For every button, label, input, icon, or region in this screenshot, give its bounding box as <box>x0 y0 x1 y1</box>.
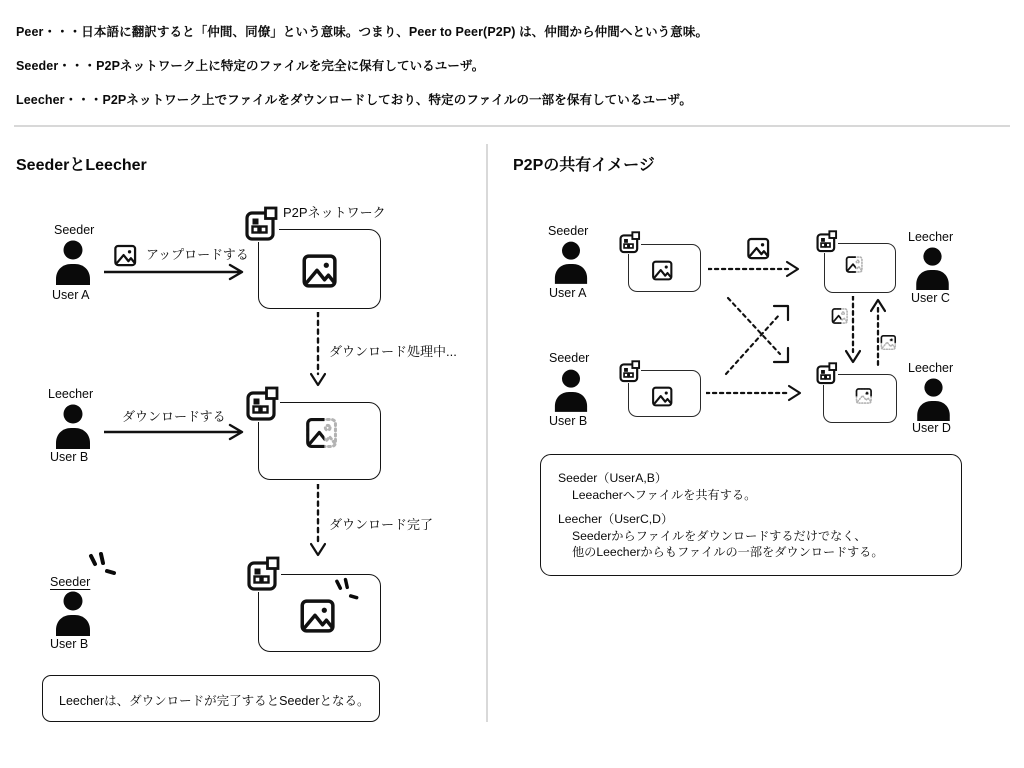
user-label: User A <box>549 286 587 300</box>
p2p-network-icon <box>243 206 279 242</box>
partial-image-file-icon <box>854 386 874 406</box>
role-label: Seeder <box>548 224 589 238</box>
p2p-network-icon <box>815 362 838 385</box>
definition-peer: Peer・・・日本語に翻訳すると「仲間、同僚」という意味。つまり、Peer to Peer(P2P) は、仲間から仲間へという意味。 <box>16 25 709 39</box>
role-label: Leecher <box>908 230 954 244</box>
download-progress-arrow <box>310 312 326 388</box>
user-label: User A <box>52 288 90 302</box>
p2p-network-icon <box>244 386 280 422</box>
definition-leecher: Leecher・・・P2Pネットワーク上でファイルをダウンロードしており、特定のファイルの一部を保有しているユーザ。 <box>16 93 692 107</box>
user-label: User C <box>911 291 950 305</box>
right-note-line: Seederからファイルをダウンロードするだけでなく、 <box>572 529 867 543</box>
upload-action-label: アップロードする <box>146 247 249 262</box>
p2p-network-icon <box>815 230 838 253</box>
right-note-line: Leeacherへファイルを共有する。 <box>572 488 757 502</box>
user-icon <box>915 378 952 422</box>
p2p-network-label: P2Pネットワーク <box>283 205 386 220</box>
download-complete-label: ダウンロード完了 <box>329 517 434 532</box>
user-label: User D <box>912 421 951 435</box>
image-file-icon <box>299 250 341 292</box>
share-arrow-b-to-d <box>706 384 804 402</box>
top-divider <box>14 125 1010 127</box>
download-arrow <box>104 423 246 441</box>
right-note-line: Seeder（UserA,B） <box>558 471 668 485</box>
share-arrow-a-to-c <box>708 260 802 278</box>
user-icon <box>54 591 92 637</box>
role-label: Seeder <box>54 223 95 237</box>
image-file-icon <box>650 384 675 409</box>
role-label: Leecher <box>48 387 94 401</box>
leecher-exchange-down-arrow <box>845 296 861 368</box>
definition-seeder: Seeder・・・P2Pネットワーク上に特定のファイルを完全に保有しているユーザ。 <box>16 59 485 73</box>
user-label: User B <box>50 637 89 651</box>
user-icon <box>553 241 589 285</box>
user-icon <box>553 369 589 413</box>
user-icon <box>914 247 951 291</box>
partial-image-file-icon <box>303 414 341 452</box>
right-note-line: 他のLeecherからもファイルの一部をダウンロードする。 <box>572 545 884 559</box>
cross-share-arrows <box>718 292 804 378</box>
right-section-title: P2Pの共有イメージ <box>513 157 655 174</box>
download-complete-arrow <box>310 484 326 558</box>
sparkle-marks-icon <box>330 577 361 608</box>
p2p-network-icon <box>618 231 641 254</box>
left-section-title: SeederとLeecher <box>16 157 147 174</box>
upload-arrow <box>104 263 246 281</box>
image-file-icon <box>650 258 675 283</box>
left-note-text: Leecherは、ダウンロードが完了するとSeederとなる。 <box>59 694 370 708</box>
user-label: User B <box>549 414 588 428</box>
image-file-icon <box>745 235 772 262</box>
partial-image-file-icon <box>879 332 898 353</box>
partial-image-file-icon <box>844 254 865 275</box>
p2p-network-icon <box>618 360 641 383</box>
download-action-label: ダウンロードする <box>122 409 226 424</box>
p2p-network-icon <box>245 556 281 592</box>
user-icon <box>54 404 92 450</box>
role-label: Leecher <box>908 361 954 375</box>
role-label: Seeder <box>50 575 91 589</box>
download-progress-label: ダウンロード処理中... <box>329 344 457 359</box>
user-label: User B <box>50 450 89 464</box>
right-note-line: Leecher（UserC,D） <box>558 512 674 526</box>
section-divider <box>486 144 488 722</box>
user-icon <box>54 240 92 286</box>
role-label: Seeder <box>549 351 590 365</box>
